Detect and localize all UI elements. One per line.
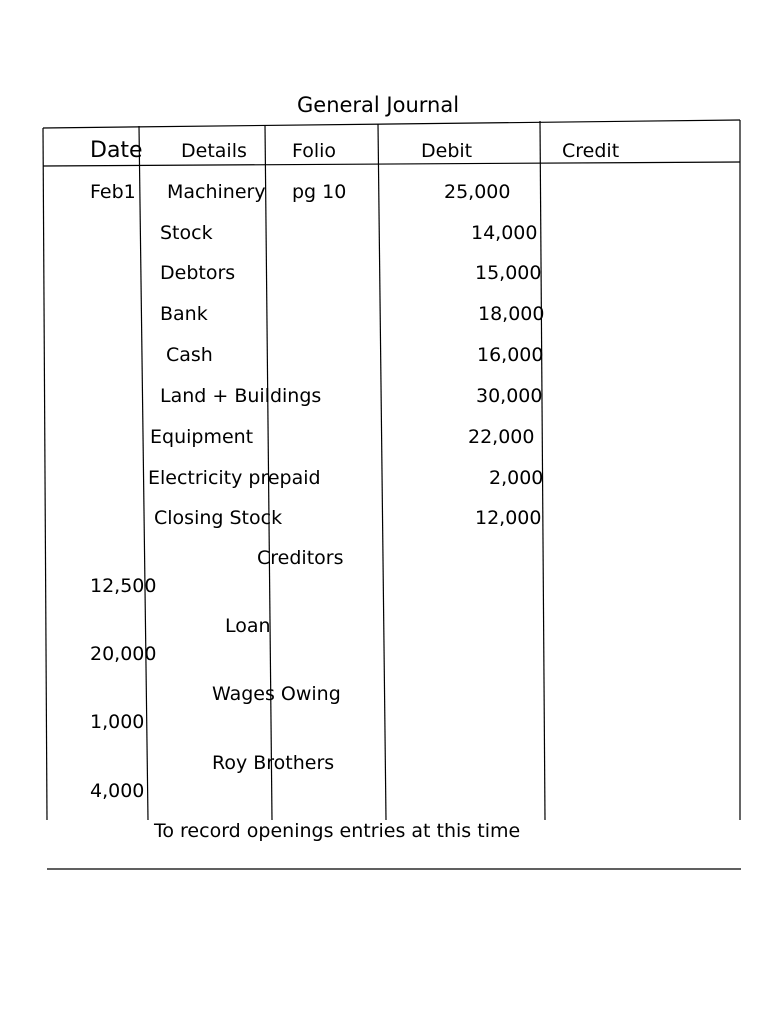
entry-amount: 12,500 [90, 575, 157, 597]
entry-details: Land + Buildings [160, 385, 322, 407]
entry-details: Loan [225, 615, 271, 637]
entry-amount: 4,000 [90, 780, 145, 802]
entry-amount: 20,000 [90, 643, 157, 665]
narration: To record openings entries at this time [154, 820, 521, 842]
entry-debit: 12,000 [475, 507, 542, 529]
entry-debit: 16,000 [477, 344, 544, 366]
entry-debit: 14,000 [471, 222, 538, 244]
entry-debit: 2,000 [489, 467, 544, 489]
entry-debit: 25,000 [444, 181, 511, 203]
page-title: General Journal [297, 93, 460, 117]
entry-folio: pg 10 [292, 181, 347, 203]
entry-details: Wages Owing [212, 683, 341, 705]
entry-details: Equipment [150, 426, 254, 448]
entry-details: Cash [166, 344, 213, 366]
entry-debit: 30,000 [476, 385, 543, 407]
entry-date: Feb1 [90, 181, 136, 203]
column-header-credit: Credit [562, 140, 620, 162]
entry-details: Closing Stock [154, 507, 283, 529]
entry-details: Electricity prepaid [148, 467, 321, 489]
column-header-debit: Debit [421, 140, 473, 162]
column-header-folio: Folio [292, 140, 337, 162]
entry-details: Roy Brothers [212, 752, 335, 774]
entry-amount: 1,000 [90, 711, 145, 733]
entry-details: Creditors [257, 547, 344, 569]
entry-debit: 15,000 [475, 262, 542, 284]
entry-details: Debtors [160, 262, 236, 284]
entry-details: Machinery [167, 181, 266, 203]
entry-debit: 18,000 [478, 303, 545, 325]
entry-details: Stock [160, 222, 213, 244]
entry-debit: 22,000 [468, 426, 535, 448]
column-header-date: Date [90, 138, 143, 163]
entry-details: Bank [160, 303, 208, 325]
column-header-details: Details [181, 140, 247, 162]
